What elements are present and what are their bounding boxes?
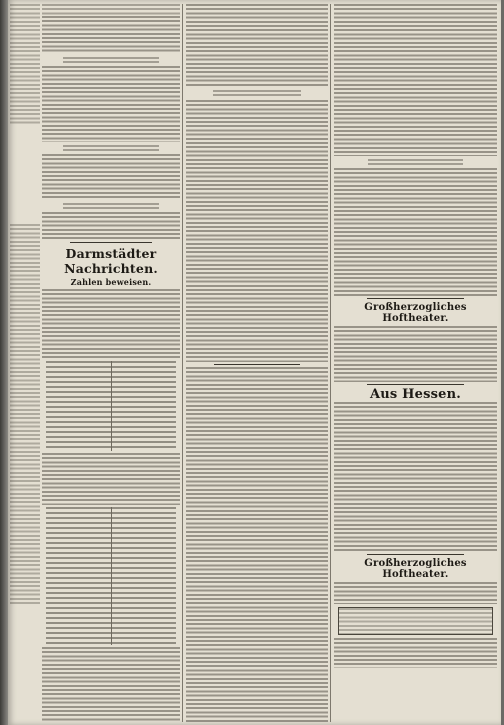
divider-rule	[367, 554, 465, 555]
figures-table	[46, 507, 176, 645]
column-1	[42, 4, 180, 722]
margin-text-lines	[10, 224, 40, 604]
margin-stamp	[12, 154, 40, 208]
article-body-text	[42, 647, 180, 722]
column-1-text-lines	[42, 16, 180, 54]
article-body-text	[334, 638, 497, 668]
page-binding-edge	[0, 0, 8, 725]
column-1-text-lines	[42, 154, 180, 200]
column-2	[186, 4, 328, 722]
article-body-text	[42, 289, 180, 359]
figures-table	[46, 361, 176, 451]
section-heading: Darmstädter Nachrichten.	[64, 246, 158, 276]
column-1-lead-heading	[42, 4, 180, 16]
section-subheading: Zahlen beweisen.	[70, 277, 152, 287]
article-body-text	[186, 4, 328, 86]
newspaper-page	[8, 0, 501, 725]
column-3-subheading	[334, 159, 497, 165]
left-margin-strip	[10, 4, 40, 722]
article-body-text	[186, 100, 328, 362]
column-1-text-lines	[42, 66, 180, 142]
column-2-subheading	[186, 90, 328, 96]
column-rule	[182, 4, 183, 722]
section-heading: Aus Hessen.	[369, 387, 462, 402]
column-1-text-lines	[42, 212, 180, 240]
column-rule	[330, 4, 331, 722]
article-body-text	[334, 582, 497, 604]
article-body-text	[42, 453, 180, 505]
divider-rule	[70, 242, 153, 243]
article-body-text	[334, 168, 497, 296]
column-1-subheading	[42, 203, 180, 209]
column-3	[334, 4, 497, 722]
divider-rule	[367, 298, 465, 299]
margin-text-lines	[10, 4, 40, 124]
column-1-subheading	[42, 57, 180, 63]
article-body-text	[186, 367, 328, 722]
divider-rule	[214, 364, 299, 365]
section-heading: Großherzogliches Hoftheater.	[364, 558, 467, 580]
article-body-text	[334, 326, 497, 382]
section-heading: Großherzogliches Hoftheater.	[364, 302, 467, 324]
divider-rule	[367, 384, 465, 385]
article-body-text	[334, 402, 497, 552]
column-1-subheading	[42, 145, 180, 151]
notice-box	[338, 607, 493, 635]
article-body-text	[334, 4, 497, 156]
